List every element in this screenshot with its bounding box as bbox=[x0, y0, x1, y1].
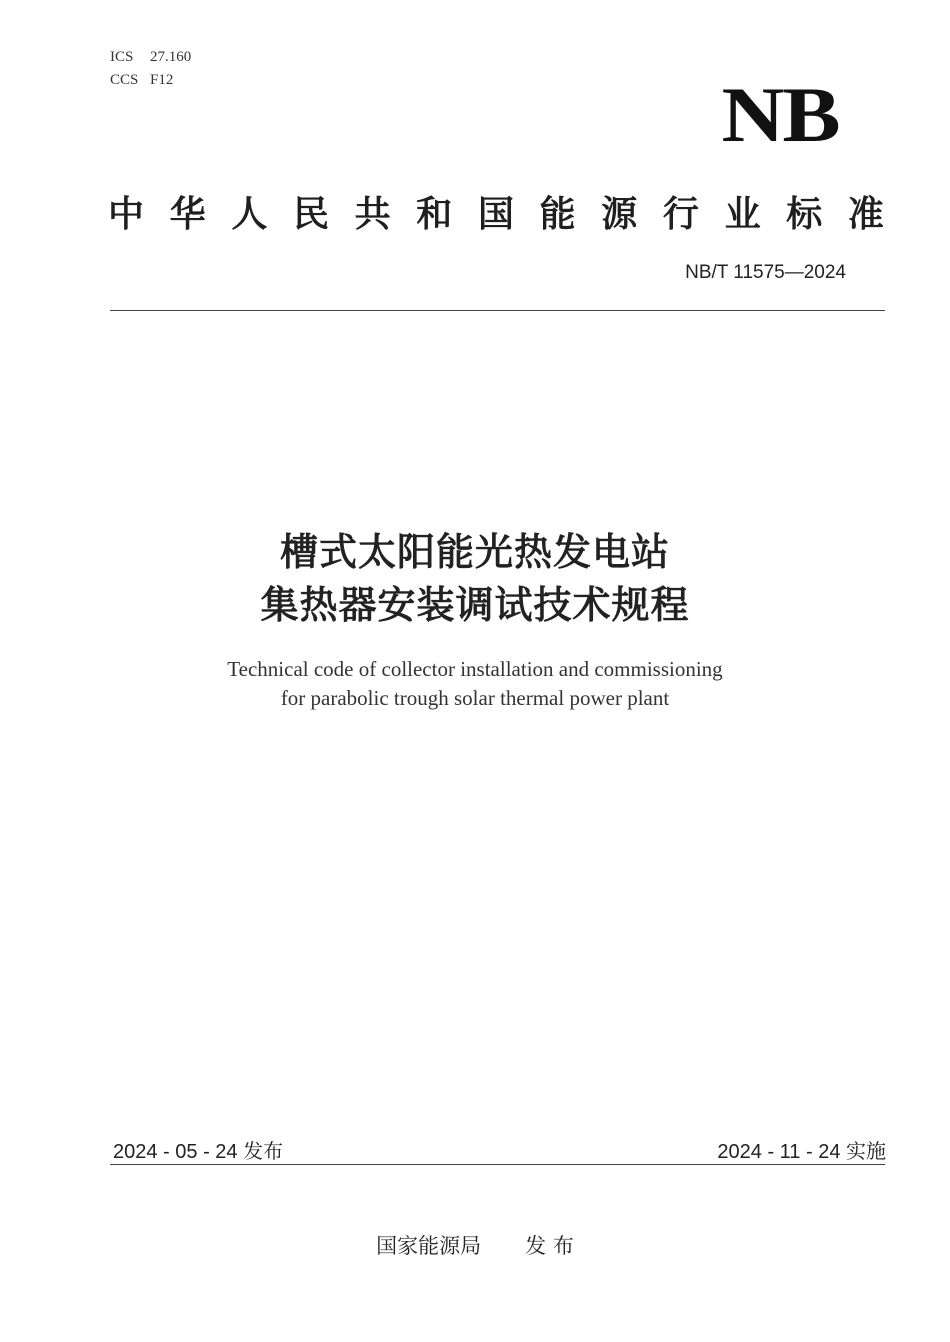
ccs-label: CCS bbox=[110, 72, 139, 88]
standard-title-char: 业 bbox=[724, 194, 761, 235]
standard-title-char: 行 bbox=[662, 194, 699, 235]
classification-codes bbox=[110, 46, 191, 92]
title-cn-line-1: 槽式太阳能光热发电站 bbox=[279, 530, 670, 574]
publisher-name: 国家能源局 bbox=[376, 1234, 482, 1258]
standard-title-char: 人 bbox=[231, 194, 268, 235]
standard-title-char: 能 bbox=[539, 194, 576, 235]
issue-date: 2024 - 05 - 24 发布 bbox=[113, 1141, 284, 1163]
standard-category-title bbox=[108, 186, 884, 237]
standard-title-char: 华 bbox=[169, 194, 206, 235]
standard-number: NB/T 11575—2024 bbox=[685, 262, 846, 283]
title-en-line-2: for parabolic trough solar thermal power plant bbox=[280, 686, 670, 710]
standard-title-char: 标 bbox=[786, 194, 823, 235]
bottom-divider bbox=[110, 1164, 885, 1165]
implementation-date: 2024 - 11 - 24 实施 bbox=[717, 1141, 886, 1163]
title-en-line-1: Technical code of collector installation and commissioning bbox=[227, 657, 723, 681]
title-cn-line-2: 集热器安装调试技术规程 bbox=[260, 583, 690, 627]
standard-title-char: 国 bbox=[477, 194, 514, 235]
top-divider bbox=[110, 310, 885, 311]
ccs-value: F12 bbox=[150, 72, 174, 88]
ics-value: 27.160 bbox=[150, 49, 192, 65]
nb-logo: NB bbox=[721, 71, 838, 158]
ics-label: ICS bbox=[110, 49, 134, 65]
standard-title-char: 源 bbox=[601, 194, 638, 235]
standard-title-char: 共 bbox=[354, 194, 391, 235]
standard-title-char: 和 bbox=[416, 194, 453, 235]
publish-label: 发 布 bbox=[525, 1234, 574, 1258]
publisher-line bbox=[0, 1230, 950, 1260]
standard-title-char: 中 bbox=[108, 194, 145, 235]
standard-title-char: 民 bbox=[292, 194, 329, 235]
standard-title-char: 准 bbox=[847, 194, 884, 235]
